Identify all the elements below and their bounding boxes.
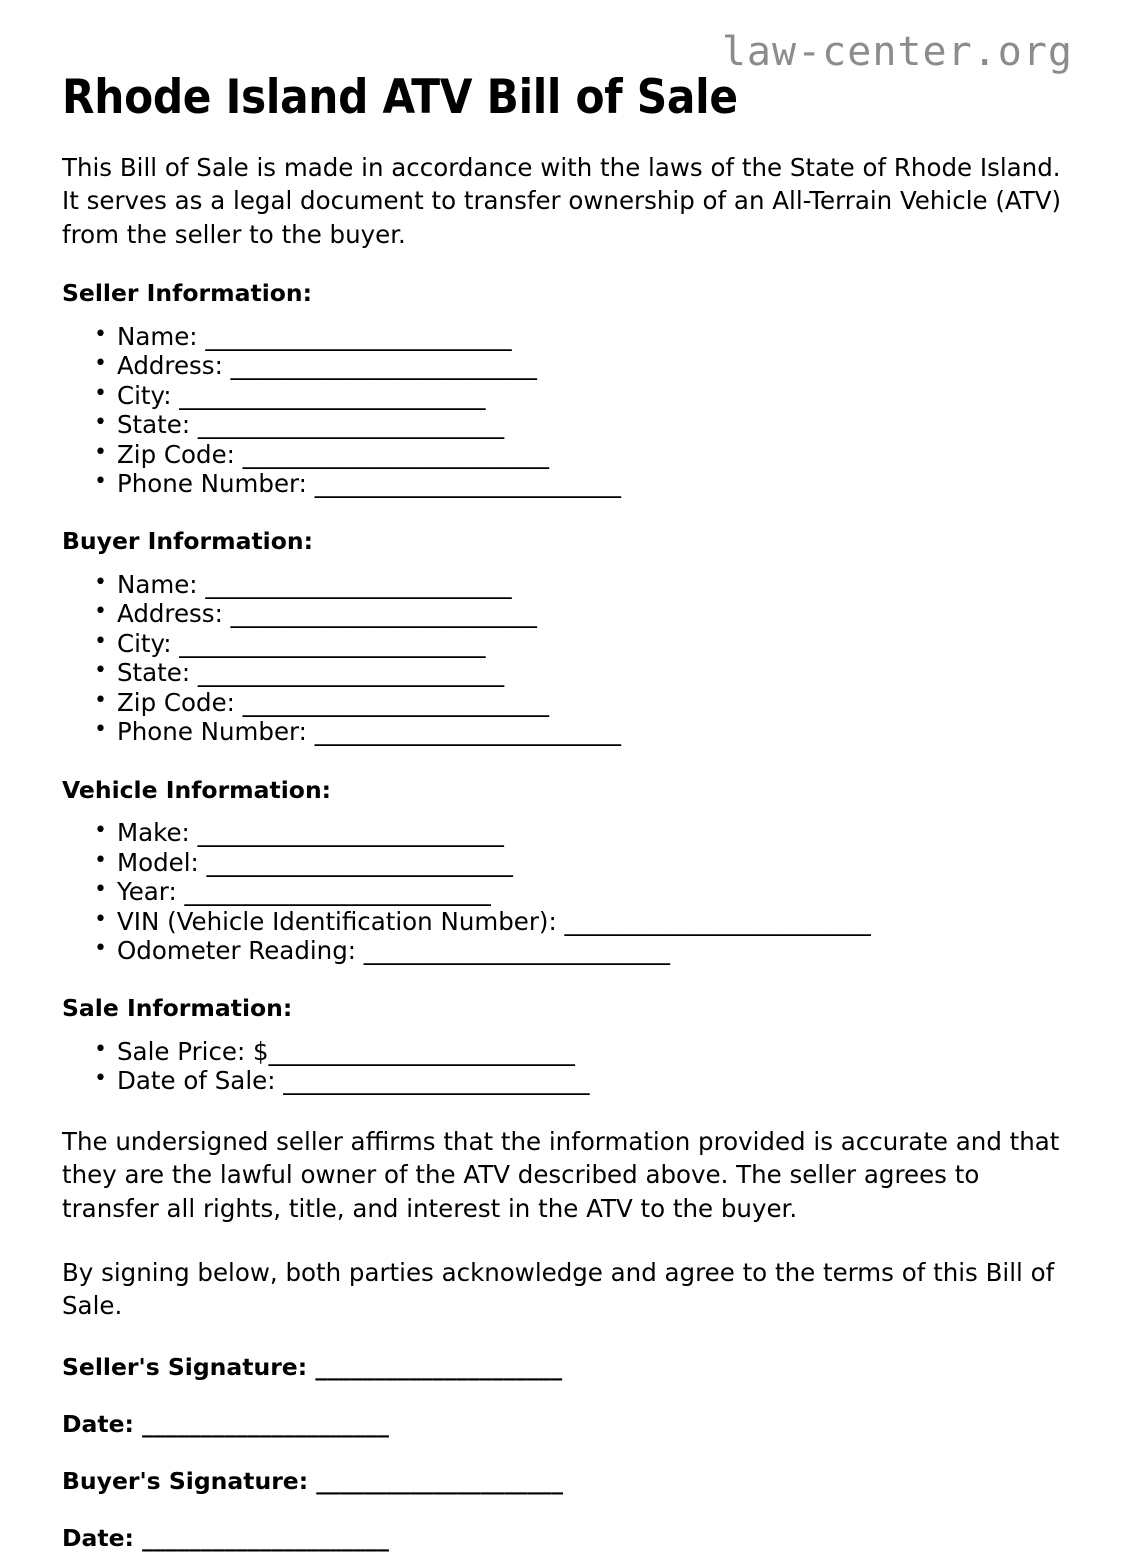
list-item: • Address: _________________________	[117, 600, 1071, 629]
seller-signature-line: Seller's Signature: _____________________	[62, 1352, 563, 1381]
list-item: • Odometer Reading: _________________________	[117, 937, 1071, 966]
list-item: • State: _________________________	[117, 659, 1071, 688]
buyer-information-fields	[62, 571, 1071, 748]
seller-information-heading: Seller Information:	[62, 279, 313, 308]
seller-date-line: Date: _____________________	[62, 1409, 389, 1438]
buyer-signature-line: Buyer's Signature: _____________________	[62, 1467, 564, 1495]
list-item: • City: _________________________	[117, 630, 1071, 659]
buyer-information-heading: Buyer Information:	[62, 527, 314, 556]
list-item: • Date of Sale: _________________________	[117, 1067, 1071, 1096]
page-title: Rhode Island ATV Bill of Sale	[62, 70, 738, 125]
affirmation-paragraph: The undersigned seller affirms that the information provided is accurate and that they are the lawful owner of the ATV described above. The seller agrees to transfer all rights, title, and interest in the ATV to the buyer.	[62, 1126, 1060, 1223]
list-item: • Phone Number: _________________________	[117, 718, 1071, 747]
sale-information-fields	[62, 1038, 1071, 1097]
list-item: • Year: _________________________	[117, 878, 1071, 907]
seller-information-fields	[62, 323, 1071, 500]
list-item: • VIN (Vehicle Identification Number): _________________________	[117, 908, 1071, 937]
list-item: • Zip Code: _________________________	[117, 441, 1071, 470]
vehicle-information-heading: Vehicle Information:	[62, 775, 332, 804]
list-item: • Zip Code: _________________________	[117, 689, 1071, 718]
signature-block	[62, 1353, 1071, 1552]
acknowledgement-paragraph: By signing below, both parties acknowledge and agree to the terms of this Bill of Sale.	[62, 1257, 1055, 1321]
site-watermark: law-center.org	[721, 29, 1073, 75]
sale-information-heading: Sale Information:	[62, 994, 293, 1023]
vehicle-information-fields	[62, 819, 1071, 966]
list-item: • State: _________________________	[117, 411, 1071, 440]
list-item: • City: _________________________	[117, 382, 1071, 411]
list-item: • Phone Number: _________________________	[117, 470, 1071, 499]
list-item: • Name: _________________________	[117, 571, 1071, 600]
buyer-date-line: Date: _____________________	[62, 1524, 389, 1552]
list-item: • Name: _________________________	[117, 323, 1071, 352]
list-item: • Make: _________________________	[117, 819, 1071, 848]
intro-paragraph: This Bill of Sale is made in accordance with the laws of the State of Rhode Island. It serves as a legal document to transfer ownership of an All-Terrain Vehicle (ATV) from the seller to the buyer.	[62, 152, 1062, 249]
list-item: • Address: _________________________	[117, 352, 1071, 381]
list-item: • Sale Price: $_________________________	[117, 1038, 1071, 1067]
list-item: • Model: _________________________	[117, 849, 1071, 878]
